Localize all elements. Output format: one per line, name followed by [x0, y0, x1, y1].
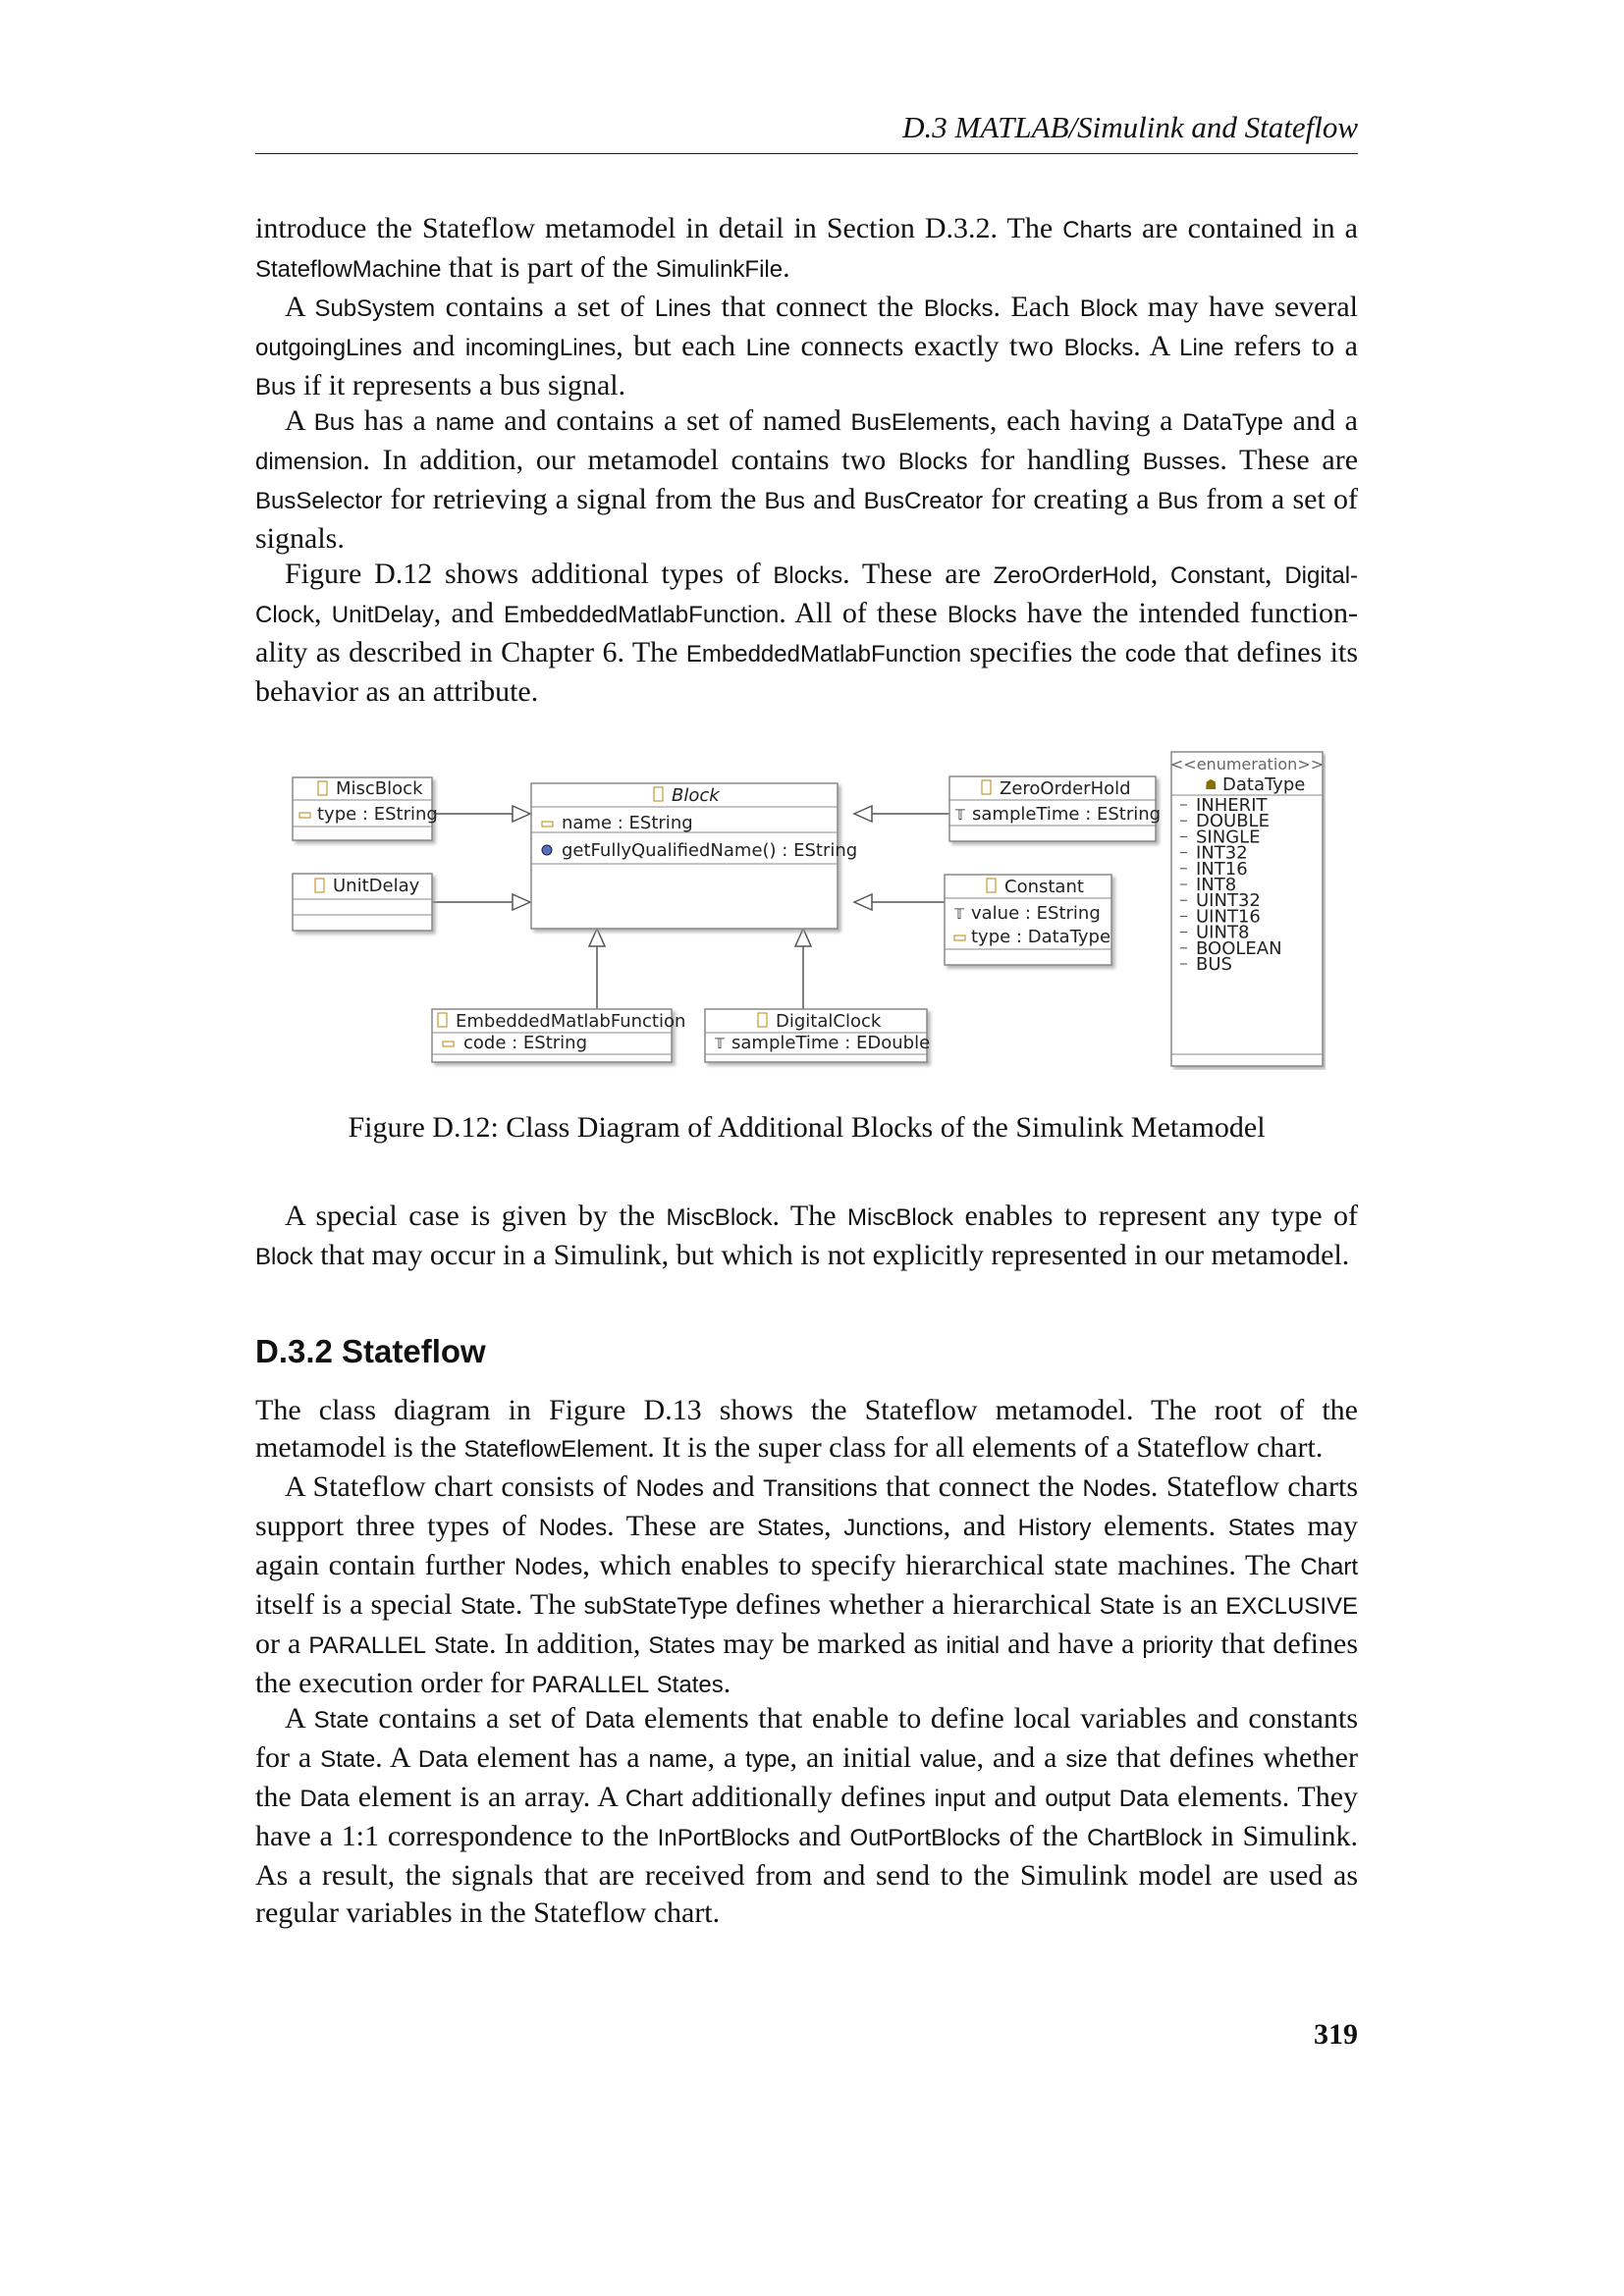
figure-caption: Figure D.12: Class Diagram of Additional Blocks of the Simulink Metamodel [348, 1111, 1266, 1144]
text-run: may again contain further [255, 1510, 1358, 1581]
code-term: Junctions [843, 1515, 944, 1541]
code-term: UnitDelay [331, 602, 434, 628]
code-term: Chart [624, 1786, 683, 1812]
text-run: . All of these [779, 597, 947, 629]
constant-name: Constant [1004, 877, 1084, 897]
text-run: has a [354, 404, 436, 437]
paragraph-stateflow-intro [255, 1392, 1358, 1468]
code-term: State [433, 1632, 490, 1659]
attribute-icon [299, 813, 310, 818]
text-run: may be marked as [715, 1628, 947, 1660]
code-term: Block [255, 1244, 313, 1270]
text-run: element has a [467, 1741, 649, 1774]
class-zeroorderhold [949, 776, 1161, 841]
class-icon [318, 781, 327, 795]
text-run: that is part of the [441, 251, 656, 284]
code-term: Blocks [947, 602, 1017, 628]
text-run: , and [433, 597, 505, 629]
code-term: BusSelector [255, 488, 383, 514]
enum-literal: BOOLEAN [1196, 937, 1282, 959]
code-term: MiscBlock [847, 1204, 954, 1231]
text-run: , a [707, 1741, 746, 1774]
text-run: . It is the super class for all elements of a Stateflow chart. [647, 1431, 1324, 1464]
code-term: priority [1142, 1632, 1214, 1659]
class-digitalclock [705, 1009, 930, 1062]
unitdelay-name: UnitDelay [333, 876, 420, 896]
code-term: States [656, 1672, 724, 1698]
text-run: and contains a set of named [494, 404, 851, 437]
text-run: additionally defines [682, 1781, 935, 1813]
paragraph-intro [255, 210, 1358, 289]
class-diagram-svg [285, 746, 1326, 1070]
text-run: , [1150, 558, 1170, 590]
class-diagram-figure [285, 746, 1326, 1070]
code-term: code [1124, 641, 1176, 667]
zeroorderhold-attr-sampletime: sampleTime : EString [972, 804, 1162, 825]
text-run: . The [514, 1588, 584, 1621]
enumeration-stereotype: <<enumeration>> [1169, 755, 1325, 774]
paragraph-subsystem [255, 289, 1358, 406]
text-run: have the intended function-ality as described in Chapter 6. The [255, 597, 1358, 668]
text-run: , and [943, 1510, 1018, 1542]
text-run: are contained in a [1131, 212, 1358, 244]
enum-literal: INT32 [1196, 842, 1248, 864]
enum-literal: BUS [1196, 954, 1232, 975]
block-op-getfullyqualifiedname: getFullyQualifiedName() : EString [562, 840, 858, 861]
class-icon [654, 787, 663, 801]
code-term: Data [299, 1786, 351, 1812]
text-run: from a set of signals. [255, 483, 1359, 555]
code-term: size [1065, 1746, 1109, 1773]
text-run: , [314, 597, 332, 629]
text-run: that defines its behavior as an attribute. [255, 636, 1359, 708]
static-attribute-icon: 𝕋 [954, 907, 964, 923]
text-run: that connect the [711, 291, 924, 323]
enum-literal: UINT32 [1196, 890, 1261, 912]
text-run: . [723, 1667, 731, 1699]
code-term: Busses [1142, 449, 1220, 475]
code-term: Bus [313, 409, 355, 436]
text-run: if it represents a bus signal. [296, 369, 626, 401]
class-embeddedmatlabfunction [432, 1009, 685, 1062]
class-icon [987, 879, 996, 892]
code-term: MiscBlock [666, 1204, 773, 1231]
code-term: value [920, 1746, 977, 1773]
operation-icon [542, 845, 552, 855]
text-run: contains a set of [435, 291, 655, 323]
code-term: StateflowElement [463, 1436, 648, 1463]
text-run: A [285, 404, 314, 437]
text-run: . A [1133, 330, 1180, 362]
code-term: States [648, 1632, 716, 1659]
text-run: contains a set of [368, 1702, 585, 1735]
text-run: of the [1000, 1820, 1088, 1852]
code-term: Charts [1062, 217, 1132, 243]
class-icon [438, 1013, 447, 1027]
enum-literal: INHERIT [1196, 795, 1268, 816]
code-term: Nodes [538, 1515, 608, 1541]
code-term: subStateType [583, 1593, 729, 1620]
code-term: initial [946, 1632, 1001, 1659]
code-term: EXCLUSIVE [1225, 1593, 1358, 1620]
text-run: and [703, 1470, 764, 1503]
constant-attr-type: type : DataType [971, 927, 1111, 947]
embedded-attr-code: code : EString [463, 1033, 588, 1053]
code-term: ZeroOrderHold [993, 562, 1151, 589]
miscblock-attr-type: type : EString [317, 804, 438, 825]
code-term: Constant [1169, 562, 1266, 589]
attribute-icon [443, 1041, 454, 1046]
text-run: . Stateflow charts support three types of [255, 1470, 1358, 1542]
text-run: . These are [1219, 444, 1359, 476]
zeroorderhold-name: ZeroOrderHold [1000, 778, 1131, 799]
code-term: Block [1079, 295, 1138, 322]
text-run: for handling [967, 444, 1143, 476]
code-term: BusElements [850, 409, 990, 436]
text-run: and [804, 483, 864, 515]
code-term: Blocks [897, 449, 968, 475]
text-run: elements. They have a 1:1 correspondence to the [255, 1781, 1359, 1852]
running-title: D.3 MATLAB/Simulink and Stateflow [902, 110, 1358, 144]
code-term: name [435, 409, 495, 436]
text-run: refers to a [1223, 330, 1358, 362]
text-run: that may occur in a Simulink, but which is not explicitly represented in our metamodel. [312, 1239, 1350, 1271]
code-term: BusCreator [863, 488, 984, 514]
text-run: . In addition, [489, 1628, 649, 1660]
code-term: State [313, 1707, 369, 1734]
text-run: introduce the Stateflow metamodel in detail in Section D.3.2. The [255, 212, 1063, 244]
text-run: . These are [607, 1510, 758, 1542]
paragraph-bus [255, 402, 1358, 558]
digitalclock-attr-sampletime: sampleTime : EDouble [731, 1033, 931, 1053]
code-term: Line [1179, 335, 1224, 361]
text-run: , each having a [989, 404, 1183, 437]
code-term: Bus [255, 374, 297, 400]
text-run: elements. [1091, 1510, 1228, 1542]
text-run: , [824, 1510, 844, 1542]
static-attribute-icon: 𝕋 [955, 808, 965, 824]
code-term: DataType [1182, 409, 1283, 436]
enumeration-datatype [1170, 752, 1324, 1066]
class-miscblock [293, 777, 438, 840]
text-run: . These are [842, 558, 994, 590]
class-icon [982, 780, 991, 794]
static-attribute-icon: 𝕋 [715, 1037, 725, 1052]
text-run: in Simulink. As a result, the signals that are received from and send to the Simulink model are used as regular variables in the Stateflow chart. [255, 1820, 1359, 1929]
class-unitdelay [293, 874, 432, 931]
enum-literal: UINT8 [1196, 922, 1250, 943]
text-run [426, 1628, 434, 1660]
code-term: Blocks [773, 562, 843, 589]
code-term: Line [745, 335, 790, 361]
text-run: , an initial [789, 1741, 921, 1774]
text-run: is an [1154, 1588, 1226, 1621]
code-term: Bus [764, 488, 805, 514]
code-term: output [1045, 1786, 1111, 1812]
text-run: and [402, 330, 465, 362]
digitalclock-name: DigitalClock [776, 1011, 882, 1032]
code-term: EmbeddedMatlabFunction [504, 602, 780, 628]
code-term: SubSystem [314, 295, 436, 322]
text-run: A Stateflow chart consists of [285, 1470, 636, 1503]
text-run: that defines whether the [255, 1741, 1358, 1813]
code-term: Data [1118, 1786, 1169, 1812]
text-run: . [783, 251, 790, 284]
text-run: and a [1282, 404, 1359, 437]
text-run: , [1265, 558, 1285, 590]
code-term: Transitions [763, 1475, 878, 1502]
code-term: PARALLEL [531, 1672, 650, 1698]
code-term: Nodes [1082, 1475, 1151, 1502]
code-term: Lines [654, 295, 712, 322]
class-block [531, 783, 857, 929]
text-run: itself is a special [255, 1588, 460, 1621]
text-run: element is an array. A [350, 1781, 625, 1813]
code-term: Nodes [635, 1475, 704, 1502]
text-run: specifies the [961, 636, 1125, 668]
code-term: OutPortBlocks [849, 1825, 1001, 1851]
attribute-icon [954, 935, 965, 940]
code-term: Blocks [1063, 335, 1134, 361]
code-term: Data [417, 1746, 468, 1773]
section-heading: D.3.2 Stateflow [255, 1333, 486, 1369]
text-run: defines whether a hierarchical [728, 1588, 1100, 1621]
text-run: for creating a [983, 483, 1158, 515]
code-term: Blocks [923, 295, 994, 322]
page-number: 319 [1314, 2018, 1358, 2051]
paragraph-miscblock [255, 1198, 1358, 1276]
code-term: name [648, 1746, 708, 1773]
text-run: , and a [976, 1741, 1066, 1774]
attribute-icon [542, 822, 553, 827]
code-term: Bus [1157, 488, 1199, 514]
code-term: SimulinkFile [655, 256, 784, 283]
code-term: States [757, 1515, 825, 1541]
code-term: outgoingLines [255, 335, 403, 361]
code-term: History [1017, 1515, 1092, 1541]
code-term: States [1227, 1515, 1295, 1541]
code-term: Digital-Clock [255, 562, 1359, 628]
text-run: enables to represent any type of [953, 1200, 1359, 1232]
text-run: The class diagram in Figure D.13 shows the Stateflow metamodel. The root of the metamodel is the [255, 1394, 1358, 1464]
code-term: input [934, 1786, 986, 1812]
code-term: EmbeddedMatlabFunction [685, 641, 962, 667]
code-term: State [1099, 1593, 1155, 1620]
code-term: Nodes [514, 1554, 583, 1580]
miscblock-name: MiscBlock [336, 778, 423, 799]
text-run: elements that enable to define local variables and constants for a [255, 1702, 1358, 1774]
text-run [649, 1667, 657, 1699]
code-term: StateflowMachine [255, 256, 442, 283]
text-run: and [789, 1820, 850, 1852]
text-run: that connect the [877, 1470, 1083, 1503]
code-term: incomingLines [464, 335, 617, 361]
code-term: Chart [1300, 1554, 1358, 1580]
text-run: Figure D.12 shows additional types of [285, 558, 774, 590]
text-run: connects exactly two [789, 330, 1064, 362]
text-run: , which enables to specify hierarchical state machines. The [582, 1549, 1301, 1581]
text-run: . A [375, 1741, 418, 1774]
text-run: A [285, 291, 315, 323]
constant-attr-value: value : EString [971, 903, 1101, 924]
block-attr-name: name : EString [562, 813, 693, 833]
text-run: or a [255, 1628, 309, 1660]
class-icon [758, 1013, 767, 1027]
class-constant [945, 875, 1111, 965]
text-run: . In addition, our metamodel contains two [362, 444, 898, 476]
text-run: , but each [616, 330, 746, 362]
text-run: and have a [1000, 1628, 1143, 1660]
code-term: State [320, 1746, 376, 1773]
enumeration-name: DataType [1222, 774, 1306, 795]
code-term: ChartBlock [1087, 1825, 1203, 1851]
text-run: A [285, 1702, 314, 1735]
enum-literal: INT16 [1196, 858, 1248, 880]
embedded-name: EmbeddedMatlabFunction [456, 1011, 686, 1032]
text-run: may have several [1137, 291, 1358, 323]
class-icon [315, 879, 324, 892]
text-run: A special case is given by the [285, 1200, 667, 1232]
text-run: . Each [993, 291, 1080, 323]
enum-literal: INT8 [1196, 875, 1237, 895]
code-term: State [460, 1593, 515, 1620]
code-term: dimension [255, 449, 363, 475]
enum-literal: DOUBLE [1196, 811, 1270, 832]
text-run: . The [772, 1200, 848, 1232]
code-term: InPortBlocks [657, 1825, 790, 1851]
paragraph-stateflow-data [255, 1700, 1358, 1932]
running-header [255, 110, 1358, 154]
code-term: Data [584, 1707, 635, 1734]
code-term: type [745, 1746, 790, 1773]
enum-literal: UINT16 [1196, 906, 1261, 928]
text-run: and [985, 1781, 1046, 1813]
code-term: PARALLEL [308, 1632, 426, 1659]
block-name: Block [672, 785, 720, 806]
paragraph-figure-ref [255, 556, 1358, 711]
enum-literal: SINGLE [1196, 827, 1261, 848]
paragraph-stateflow-nodes [255, 1468, 1358, 1704]
text-run: that defines the execution order for [255, 1628, 1359, 1699]
enumeration-icon: ☗ [1205, 777, 1218, 793]
text-run: for retrieving a signal from the [382, 483, 765, 515]
text-run [1110, 1781, 1119, 1813]
